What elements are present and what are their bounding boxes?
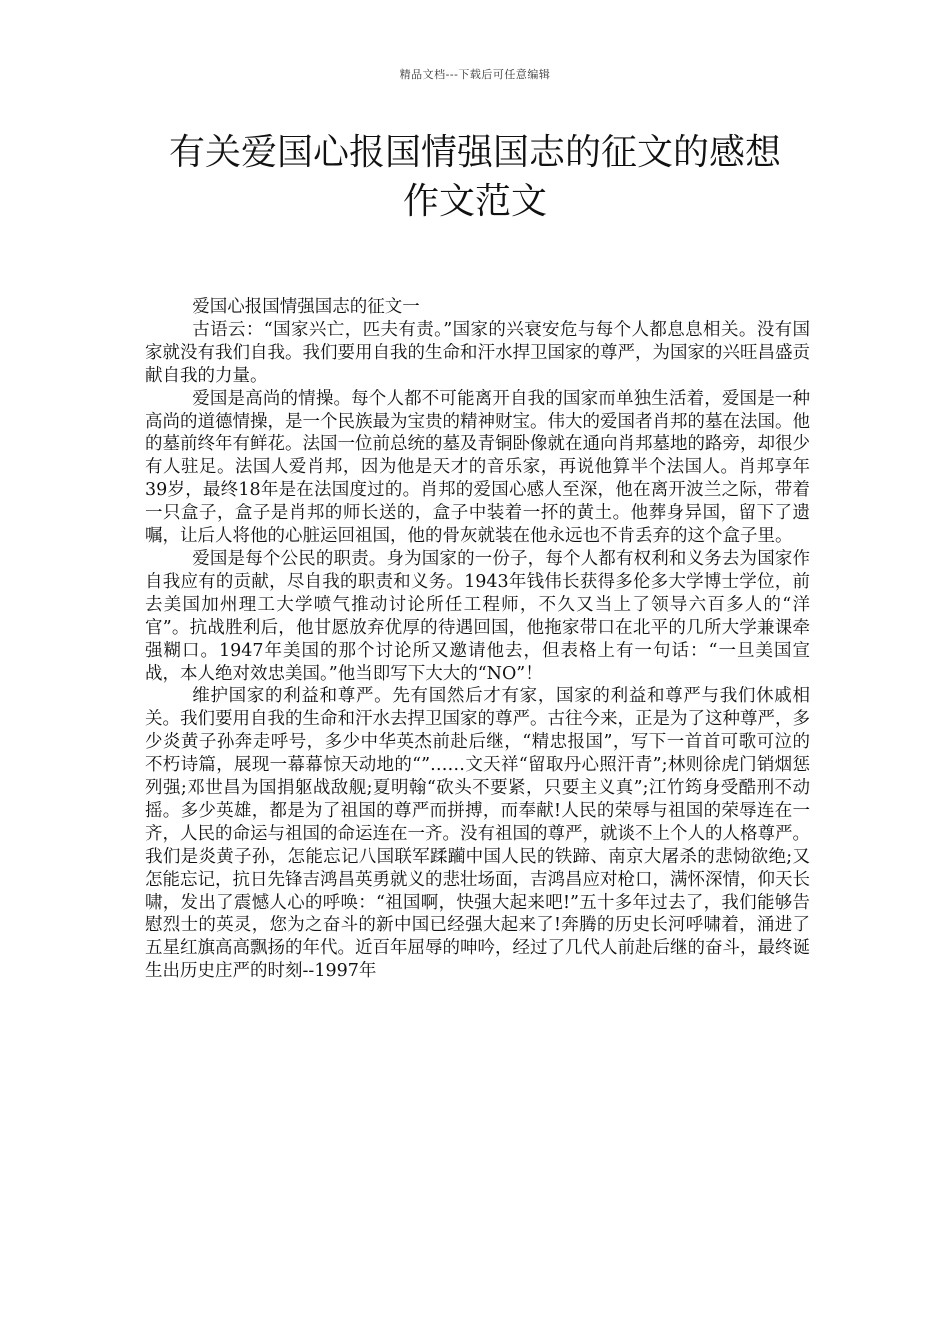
document-title — [100, 128, 850, 226]
paragraph: 古语云：“国家兴亡，匹夫有责。”国家的兴衰安危与每个人都息息相关。没有国家就没有我们自我。我们要用自我的生命和汗水捍卫国家的尊严，为国家的兴旺昌盛贡献自我的力量。 — [145, 319, 810, 386]
header-note: 精品文档---下载后可任意编辑 — [399, 68, 551, 81]
title-line-2: 作文范文 — [402, 181, 547, 222]
title-line-1: 有关爱国心报国情强国志的征文的感想 — [168, 132, 781, 173]
paragraph: 维护国家的利益和尊严。先有国然后才有家，国家的利益和尊严与我们休戚相关。我们要用自我的生命和汗水去捍卫国家的尊严。古往今来，正是为了这种尊严，多少炎黄子孙奔走呼号，多少中华英杰前赴后继，“精忠报国”，写下一首首可歌可泣的不朽诗篇，展现一幕幕惊天动地的“”……文天祥“留取丹心照汗青”;林则徐虎门销烟惩列强;邓世昌为国捐躯战敌舰;夏明翰“砍头不要紧，只要主义真”;江竹筠身受酷刑不动摇。多少英雄，都是为了祖国的尊严而拼搏，而奉献!人民的荣辱与祖国的荣辱连在一齐，人民的命运与祖国的命运连在一齐。没有祖国的尊严，就谈不上个人的人格尊严。我们是炎黄子孙，怎能忘记八国联军蹂躏中国人民的铁蹄、南京大屠杀的悲恸欲绝;又怎能忘记，抗日先锋吉鸿昌英勇就义的悲壮场面，吉鸿昌应对枪口，满怀深情，仰天长啸，发出了震憾人心的呼唤：“祖国啊，快强大起来吧!”五十多年过去了，我们能够告慰烈士的英灵，您为之奋斗的新中国已经强大起来了!奔腾的历史长河呼啸着，涌进了五星红旗高高飘扬的年代。近百年屈辱的呻吟，经过了几代人前赴后继的奋斗，最终诞生出历史庄严的时刻--1997年 — [145, 686, 810, 982]
section-heading: 爱国心报国情强国志的征文一 — [192, 297, 420, 317]
paragraph: 爱国是每个公民的职责。身为国家的一份子，每个人都有权利和义务去为国家作自我应有的贡献，尽自我的职责和义务。1943年钱伟长获得多伦多大学博士学位，前去美国加州理工大学喷气推动讨论所任工程师，不久又当上了领导六百多人的“洋官”。抗战胜利后，他甘愿放弃优厚的待遇回国，他拖家带口在北平的几所大学兼课牵强糊口。1947年美国的那个讨论所又邀请他去，但表格上有一句话：“一旦美国宣战，本人绝对效忠美国。”他当即写下大大的“NO”！ — [145, 548, 810, 684]
document-body — [145, 296, 810, 983]
paragraph: 爱国是高尚的情操。每个人都不可能离开自我的国家而单独生活着，爱国是一种高尚的道德情操，是一个民族最为宝贵的精神财宝。伟大的爱国者肖邦的墓在法国。他的墓前终年有鲜花。法国一位前总统的墓及青铜卧像就在通向肖邦墓地的路旁，却很少有人驻足。法国人爱肖邦，因为他是天才的音乐家，再说他算半个法国人。肖邦享年39岁，最终18年是在法国度过的。肖邦的爱国心感人至深，他在离开波兰之际，带着一只盒子，盒子是肖邦的师长送的，盒子中装着一抔的黄土。他葬身异国，留下了遗嘱，让后人将他的心脏运回祖国，他的骨灰就装在他永远也不肯丢弃的这个盒子里。 — [145, 388, 810, 547]
